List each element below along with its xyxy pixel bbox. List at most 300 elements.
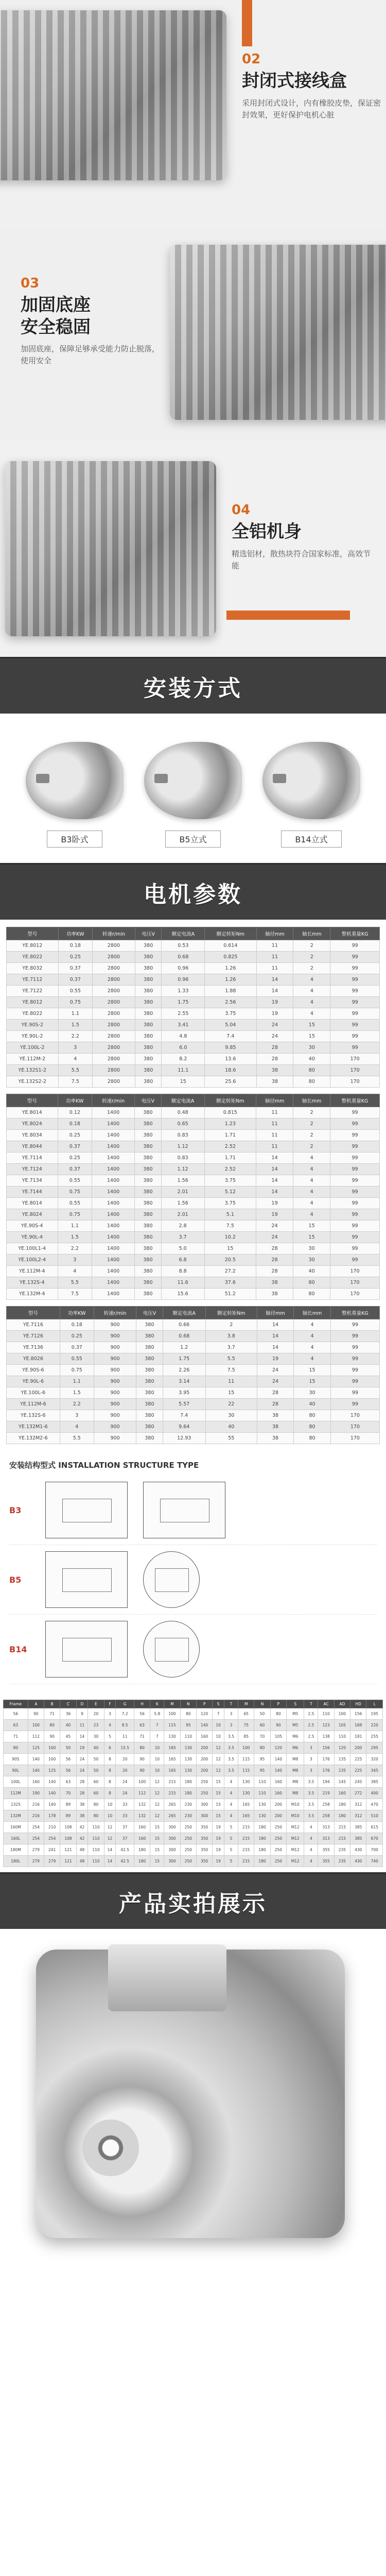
table-cell: 900: [94, 1365, 136, 1376]
table-cell: 90L: [4, 1765, 28, 1776]
motor-b3-image: [26, 742, 124, 819]
table-cell: 254: [44, 1833, 60, 1844]
table-cell: 200: [197, 1754, 213, 1765]
column-header: 轴径mm: [256, 927, 293, 940]
table-cell: 1.71: [204, 1153, 256, 1164]
table-cell: 100: [44, 1754, 60, 1765]
table-cell: 170: [330, 1277, 380, 1289]
table-cell: 0.25: [58, 952, 92, 963]
table-cell: 1400: [92, 1198, 135, 1209]
column-header: E: [88, 1700, 104, 1708]
table-cell: 99: [330, 1042, 380, 1054]
table-cell: 110: [88, 1856, 104, 1867]
table-cell: YE.8014: [7, 1107, 58, 1118]
table-row: [7, 986, 380, 997]
table-cell: 38: [257, 1410, 294, 1421]
table-cell: 15: [162, 1076, 205, 1088]
table-cell: 160: [134, 1833, 150, 1844]
table-cell: YE.7134: [7, 1175, 58, 1187]
table-cell: YE.90L-2: [7, 1031, 59, 1042]
table-cell: 1.71: [204, 1130, 256, 1141]
column-header: 电压V: [135, 927, 162, 940]
feature-title: 全铝机身: [232, 521, 302, 542]
table-cell: 1400: [92, 1141, 135, 1153]
table-cell: 70: [254, 1731, 270, 1742]
table-cell: 140: [28, 1754, 44, 1765]
table-cell: 42: [76, 1833, 88, 1844]
table-cell: 235: [334, 1844, 350, 1856]
table-cell: 2800: [93, 1042, 135, 1054]
table-cell: 37: [116, 1833, 134, 1844]
table-cell: 380: [136, 1410, 163, 1421]
table-cell: 4: [58, 1054, 92, 1065]
table-cell: 110: [88, 1822, 104, 1833]
table-row: [7, 1054, 380, 1065]
table-cell: YE.132M2-6: [7, 1433, 60, 1444]
install-label: B3卧式: [47, 831, 102, 848]
table-cell: YE.8022: [7, 952, 59, 963]
table-cell: 28: [257, 1399, 294, 1410]
table-cell: 14: [256, 986, 293, 997]
table-cell: 11.1: [162, 1065, 205, 1076]
table-cell: 112: [28, 1731, 44, 1742]
table-cell: 7.4: [163, 1410, 205, 1421]
column-header: 型号: [7, 927, 59, 940]
table-cell: 50: [254, 1708, 270, 1720]
table-cell: 120: [197, 1708, 213, 1720]
table-cell: 15: [293, 1232, 330, 1243]
table-cell: 89: [60, 1799, 76, 1810]
table-cell: 99: [330, 1164, 380, 1175]
table-cell: 6: [104, 1742, 116, 1754]
table-cell: 1400: [92, 1289, 135, 1300]
table-cell: 1400: [92, 1164, 135, 1175]
table-cell: 11.6: [161, 1277, 204, 1289]
table-cell: 215: [334, 1822, 350, 1833]
table-cell: 4: [293, 1008, 330, 1020]
table-cell: 28: [256, 1255, 293, 1266]
table-row: [7, 1031, 380, 1042]
table-cell: 250: [180, 1833, 196, 1844]
table-cell: 99: [330, 1221, 380, 1232]
table-cell: 0.25: [58, 1153, 92, 1164]
table-cell: 300: [164, 1822, 180, 1833]
table-cell: 170: [330, 1054, 380, 1065]
table-cell: 279: [28, 1856, 44, 1867]
table-cell: 99: [330, 1141, 380, 1153]
table-cell: 24: [76, 1754, 88, 1765]
table-cell: 300: [164, 1856, 180, 1867]
table-cell: 15: [293, 1020, 330, 1031]
column-header: F: [104, 1700, 116, 1708]
table-row: [4, 1776, 383, 1788]
table-cell: 19: [213, 1833, 224, 1844]
table-cell: 380: [135, 1141, 162, 1153]
table-cell: 121: [60, 1844, 76, 1856]
table-cell: 350: [197, 1844, 213, 1856]
table-cell: 40: [205, 1421, 257, 1433]
table-cell: 165: [164, 1754, 180, 1765]
table-cell: 900: [94, 1421, 136, 1433]
table-cell: 176: [318, 1765, 334, 1776]
table-cell: 3.5: [304, 1810, 318, 1822]
table-cell: 115: [238, 1765, 254, 1776]
table-cell: 3.5: [224, 1754, 238, 1765]
table-cell: 350: [197, 1822, 213, 1833]
table-cell: 350: [197, 1833, 213, 1844]
table-cell: 38: [76, 1810, 88, 1822]
table-row: [7, 1065, 380, 1076]
column-header: 额定电流A: [161, 1094, 204, 1107]
table-cell: YE.8012: [7, 997, 59, 1008]
table-cell: 380: [135, 1277, 162, 1289]
column-header: 型号: [7, 1094, 58, 1107]
table-cell: 60: [88, 1776, 104, 1788]
table-cell: 200: [270, 1810, 286, 1822]
table-cell: 132S: [4, 1799, 28, 1810]
table-cell: 99: [330, 1387, 379, 1399]
table-cell: 100: [28, 1720, 44, 1731]
feature-number: 03: [21, 276, 40, 291]
table-cell: 250: [197, 1776, 213, 1788]
table-cell: 90: [44, 1731, 60, 1742]
table-cell: 180: [334, 1810, 350, 1822]
b5-drawing-side: [45, 1551, 128, 1608]
table-cell: M12: [287, 1833, 304, 1844]
table-cell: M5: [287, 1720, 304, 1731]
table-cell: 3.75: [204, 1175, 256, 1187]
table-cell: 380: [135, 1076, 162, 1088]
table-cell: 5: [224, 1822, 238, 1833]
table-cell: 140: [44, 1788, 60, 1799]
table-cell: 20: [88, 1708, 104, 1720]
table-cell: 4: [104, 1720, 116, 1731]
table-cell: 11: [116, 1731, 134, 1742]
table-cell: 38: [256, 1289, 293, 1300]
feature-text: [242, 52, 381, 121]
table-cell: 55: [205, 1433, 257, 1444]
table-cell: 5.5: [60, 1433, 94, 1444]
table-cell: 0.37: [58, 963, 92, 974]
table-cell: 300: [197, 1799, 213, 1810]
table-cell: 50: [88, 1754, 104, 1765]
feature-aluminum-body: [0, 440, 386, 657]
table-cell: 80: [293, 1065, 330, 1076]
table-cell: 900: [94, 1353, 136, 1365]
column-header: 整机重量KG: [330, 927, 380, 940]
table-cell: 30: [88, 1731, 104, 1742]
table-cell: 110: [254, 1788, 270, 1799]
table-cell: 90: [270, 1720, 286, 1731]
table-cell: 1400: [92, 1130, 135, 1141]
table-cell: 160: [28, 1776, 44, 1788]
table-cell: 71: [134, 1731, 150, 1742]
table-cell: 215: [238, 1833, 254, 1844]
table-cell: 110: [88, 1844, 104, 1856]
table-cell: 130: [164, 1731, 180, 1742]
table-cell: 3.8: [205, 1331, 257, 1342]
column-header: L: [366, 1700, 383, 1708]
table-cell: YE.132S-4: [7, 1277, 58, 1289]
table-cell: 200: [197, 1742, 213, 1754]
table-cell: 4: [293, 1175, 330, 1187]
table-cell: 180: [254, 1856, 270, 1867]
table-row: [4, 1833, 383, 1844]
table-row: [7, 1277, 380, 1289]
table-cell: 99: [330, 1331, 379, 1342]
table-row: [7, 963, 380, 974]
table-cell: 27.2: [204, 1266, 256, 1277]
table-row: [4, 1708, 383, 1720]
table-cell: 10: [213, 1720, 224, 1731]
table-cell: 5.8: [150, 1708, 164, 1720]
table-cell: 60: [88, 1788, 104, 1799]
table-cell: 1.5: [60, 1387, 94, 1399]
table-cell: 265: [164, 1810, 180, 1822]
table-cell: 3.41: [162, 1020, 205, 1031]
table-cell: 99: [330, 997, 380, 1008]
table-cell: 170: [330, 1065, 380, 1076]
table-cell: 1.75: [162, 997, 205, 1008]
b3-drawing-side: [45, 1482, 128, 1538]
table-cell: 112M: [4, 1788, 28, 1799]
table-cell: 100: [164, 1708, 180, 1720]
table-cell: 5: [104, 1731, 116, 1742]
table-row: [7, 1232, 380, 1243]
table-cell: 2800: [93, 974, 135, 986]
table-cell: 121: [60, 1856, 76, 1867]
table-cell: 90: [134, 1754, 150, 1765]
table-cell: 125: [44, 1765, 60, 1776]
table-cell: 380: [135, 1255, 162, 1266]
table-cell: 12: [213, 1742, 224, 1754]
table-row: [7, 1365, 380, 1376]
table-cell: 312: [350, 1799, 366, 1810]
table-cell: 80: [293, 1076, 330, 1088]
table-cell: 12: [213, 1765, 224, 1776]
column-header: 功率KW: [58, 1094, 92, 1107]
table-cell: YE.90S-6: [7, 1365, 60, 1376]
table-row: [7, 1289, 380, 1300]
table-cell: 14: [256, 974, 293, 986]
table-cell: YE.112M-6: [7, 1399, 60, 1410]
table-cell: 5.5: [58, 1065, 92, 1076]
table-cell: 0.18: [58, 1118, 92, 1130]
table-cell: 3.5: [224, 1731, 238, 1742]
table-cell: 4: [294, 1319, 331, 1331]
table-cell: 250: [180, 1822, 196, 1833]
table-row: [4, 1822, 383, 1833]
table-cell: 0.75: [60, 1365, 94, 1376]
table-cell: 63: [60, 1776, 76, 1788]
table-cell: 1400: [92, 1175, 135, 1187]
table-cell: 156: [318, 1742, 334, 1754]
table-row: [7, 1008, 380, 1020]
table-cell: 180: [180, 1788, 196, 1799]
table-cell: 95: [254, 1754, 270, 1765]
table-cell: 1.56: [161, 1198, 204, 1209]
table-cell: 2.52: [204, 1141, 256, 1153]
table-cell: 40: [293, 1054, 330, 1065]
table-row: [4, 1765, 383, 1776]
table-cell: 130: [180, 1754, 196, 1765]
table-cell: 99: [330, 1365, 379, 1376]
table-cell: 160: [334, 1788, 350, 1799]
table-cell: 140: [44, 1799, 60, 1810]
install-section-header: [0, 657, 386, 714]
table-cell: YE.100L-6: [7, 1387, 60, 1399]
table-cell: 63: [4, 1720, 28, 1731]
table-cell: YE.90S-2: [7, 1020, 59, 1031]
table-cell: 99: [330, 1342, 379, 1353]
table-row: [7, 1331, 380, 1342]
table-cell: 5: [224, 1856, 238, 1867]
feature-text: [232, 502, 371, 572]
table-cell: 615: [366, 1822, 383, 1833]
feature-number: 02: [242, 52, 261, 67]
table-cell: 2800: [93, 1008, 135, 1020]
table-row: [4, 1754, 383, 1765]
table-cell: 40: [60, 1720, 76, 1731]
params-table-2pole: [6, 927, 380, 1088]
column-header: C: [60, 1700, 76, 1708]
table-cell: 5.04: [205, 1020, 256, 1031]
column-header: 轴长mm: [294, 1307, 331, 1319]
table-cell: 170: [330, 1421, 379, 1433]
table-cell: 2.8: [161, 1221, 204, 1232]
table-cell: 56: [60, 1754, 76, 1765]
column-header: 电压V: [136, 1307, 163, 1319]
column-header: A: [28, 1700, 44, 1708]
table-cell: 15.5: [116, 1742, 134, 1754]
table-cell: 380: [136, 1433, 163, 1444]
column-header: 轴径mm: [257, 1307, 294, 1319]
table-cell: M12: [287, 1822, 304, 1833]
table-cell: 3.75: [205, 1008, 256, 1020]
installation-structure: [0, 1454, 386, 1697]
table-cell: 8: [104, 1765, 116, 1776]
table-cell: 181: [350, 1731, 366, 1742]
table-cell: 12: [150, 1776, 164, 1788]
table-row: [7, 1243, 380, 1255]
table-cell: 71: [44, 1708, 60, 1720]
table-row: [7, 1433, 380, 1444]
table-cell: 2.26: [163, 1365, 205, 1376]
table-cell: 3.95: [163, 1387, 205, 1399]
table-cell: 380: [135, 1020, 162, 1031]
table-cell: 8: [104, 1754, 116, 1765]
table-cell: YE.100L-2: [7, 1042, 59, 1054]
table-cell: 2.5: [304, 1731, 318, 1742]
table-cell: 3: [60, 1410, 94, 1421]
table-cell: 33: [116, 1810, 134, 1822]
table-cell: 14: [104, 1844, 116, 1856]
table-row: [7, 1164, 380, 1175]
column-header: 轴长mm: [293, 927, 330, 940]
table-cell: 385: [350, 1833, 366, 1844]
table-cell: 7: [213, 1708, 224, 1720]
table-cell: 110: [318, 1708, 334, 1720]
table-row: [4, 1844, 383, 1856]
table-cell: 5.0: [161, 1243, 204, 1255]
table-cell: 2: [293, 1141, 330, 1153]
table-cell: 900: [94, 1331, 136, 1342]
table-cell: 115: [238, 1754, 254, 1765]
table-cell: YE.132M1-6: [7, 1421, 60, 1433]
table-cell: 1.88: [205, 986, 256, 997]
table-cell: 51.2: [204, 1289, 256, 1300]
table-cell: 19: [256, 1008, 293, 1020]
table-cell: 2: [293, 1107, 330, 1118]
table-cell: 0.55: [58, 986, 92, 997]
table-cell: 140: [270, 1765, 286, 1776]
table-cell: 245: [350, 1776, 366, 1788]
table-cell: 5.12: [204, 1187, 256, 1198]
table-cell: 4: [293, 1164, 330, 1175]
table-cell: 89: [60, 1810, 76, 1822]
table-cell: 38: [256, 1277, 293, 1289]
table-cell: 165: [164, 1742, 180, 1754]
table-cell: 13.6: [205, 1054, 256, 1065]
structure-row-b3: [9, 1476, 377, 1545]
table-cell: 99: [330, 1255, 380, 1266]
params-section-header: [0, 863, 386, 920]
table-cell: YE.100L1-4: [7, 1243, 58, 1255]
table-cell: 1400: [92, 1232, 135, 1243]
table-cell: 115: [164, 1720, 180, 1731]
table-cell: 99: [330, 1187, 380, 1198]
params-table-4pole: [6, 1094, 380, 1300]
table-cell: 380: [136, 1353, 163, 1365]
install-type-b14: [262, 742, 360, 848]
table-cell: 180: [180, 1776, 196, 1788]
table-cell: 380: [136, 1387, 163, 1399]
table-cell: 2800: [93, 1054, 135, 1065]
table-cell: M6: [287, 1742, 304, 1754]
table-cell: 19: [213, 1844, 224, 1856]
table-cell: 19: [213, 1856, 224, 1867]
table-cell: 0.96: [162, 974, 205, 986]
table-cell: 12.93: [163, 1433, 205, 1444]
table-cell: 1.75: [163, 1353, 205, 1365]
table-cell: 30: [293, 1042, 330, 1054]
table-cell: 24: [257, 1376, 294, 1387]
table-cell: 165: [238, 1810, 254, 1822]
table-cell: 160: [197, 1731, 213, 1742]
table-cell: 1400: [92, 1187, 135, 1198]
table-cell: 250: [270, 1833, 286, 1844]
table-cell: 65: [238, 1708, 254, 1720]
structure-row-b5: [9, 1545, 377, 1615]
table-cell: 380: [135, 940, 162, 952]
table-cell: 254: [28, 1833, 44, 1844]
table-cell: 28: [256, 1243, 293, 1255]
table-cell: 99: [330, 974, 380, 986]
table-cell: 138: [318, 1731, 334, 1742]
table-cell: 38: [257, 1421, 294, 1433]
table-cell: 14: [256, 1187, 293, 1198]
table-cell: 4: [294, 1342, 331, 1353]
table-cell: 0.75: [58, 1209, 92, 1221]
column-header: N: [180, 1700, 196, 1708]
table-cell: 38: [76, 1799, 88, 1810]
table-cell: 160: [270, 1788, 286, 1799]
table-cell: 3.5: [304, 1788, 318, 1799]
column-header: B: [44, 1700, 60, 1708]
table-cell: 0.37: [58, 1141, 92, 1153]
table-cell: 60: [254, 1720, 270, 1731]
table-cell: 1400: [92, 1153, 135, 1164]
